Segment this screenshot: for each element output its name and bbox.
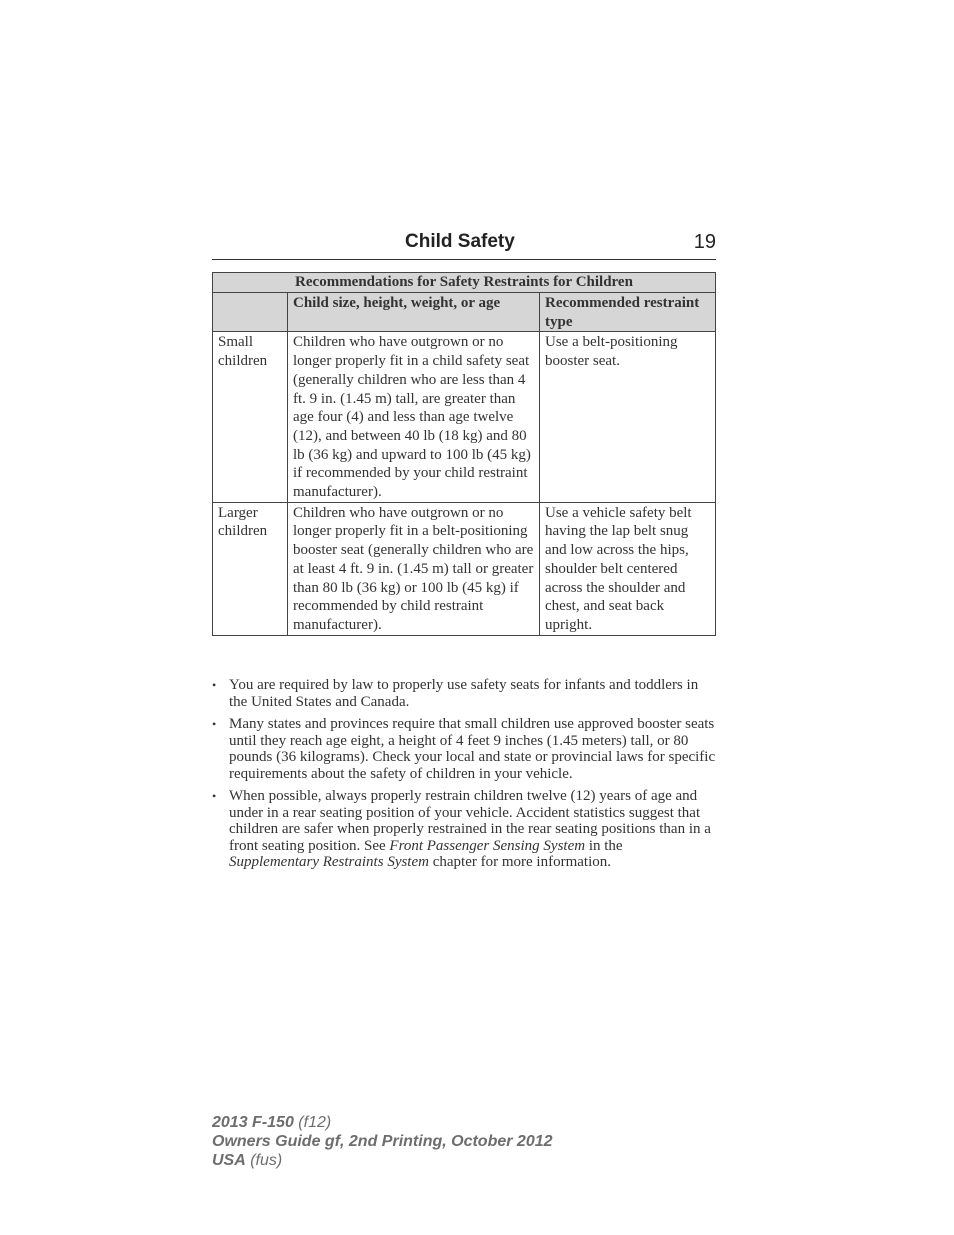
footer-model: 2013 F-150 bbox=[212, 1114, 294, 1131]
bullet-text: You are required by law to properly use safety seats for infants and toddlers in the United States and Canada. bbox=[229, 677, 699, 710]
page-header bbox=[212, 229, 716, 260]
row-category: Small children bbox=[213, 332, 288, 502]
row-category: Larger children bbox=[213, 502, 288, 635]
row-restraint: Use a vehicle safety belt having the lap belt snug and low across the hips, shoulder belt centered across the shoulder and chest, and seat back upright. bbox=[540, 502, 716, 635]
bullet-icon: • bbox=[212, 678, 217, 692]
footer-code: (f12) bbox=[293, 1114, 332, 1131]
bullet-text: Many states and provinces require that small children use approved booster seats until they reach age eight, a height of 4 feet 9 inches (1.45 meters) tall, or 80 pounds (36 kilograms). Check your local and state or provincial laws for specific requirements about the safety of children in your vehicle. bbox=[229, 716, 716, 782]
table-caption-row bbox=[213, 273, 716, 293]
bullet-text: chapter for more information. bbox=[428, 854, 611, 870]
table-row bbox=[213, 332, 716, 502]
bullet-icon: • bbox=[212, 789, 217, 803]
footer-line bbox=[212, 1151, 553, 1170]
footer-edition: Owners Guide gf, 2nd Printing, October 2012 bbox=[212, 1133, 553, 1150]
list-item bbox=[212, 716, 716, 782]
footer-line bbox=[212, 1113, 553, 1132]
bullet-text: When possible, always properly restrain children twelve (12) years of age and under in a rear seating position of your vehicle. Accident statistics suggest that children are safer when properly restrained in the rear seating positions than in a front seating position. See bbox=[229, 788, 711, 854]
supplementary-restraints-link[interactable]: Supplementary Restraints System bbox=[229, 854, 429, 870]
page-footer bbox=[212, 1113, 553, 1170]
list-item bbox=[212, 677, 716, 710]
table-row bbox=[213, 502, 716, 635]
table-caption: Recommendations for Safety Restraints for Children bbox=[213, 273, 716, 293]
row-restraint: Use a belt-positioning booster seat. bbox=[540, 332, 716, 502]
column-header-size: Child size, height, weight, or age bbox=[288, 293, 540, 332]
bullet-text: in the bbox=[585, 837, 623, 854]
row-size: Children who have outgrown or no longer properly fit in a child safety seat (generally children who are less than 4 ft. 9 in. (1.45 m) tall, are greater than age four (4) and less than age twelve (12), and between 40 lb (18 kg) and 80 lb (36 kg) and upward to 100 lb (45 kg) if recommended by your child restraint manufacturer). bbox=[288, 332, 540, 502]
restraint-recommendations-table bbox=[212, 272, 716, 636]
footer-line bbox=[212, 1132, 553, 1151]
footer-market: USA bbox=[212, 1152, 246, 1169]
column-header-category bbox=[213, 293, 288, 332]
column-header-restraint: Recommended restraint type bbox=[540, 293, 716, 332]
table-header-row bbox=[213, 293, 716, 332]
footer-code: (fus) bbox=[245, 1152, 283, 1169]
safety-bullet-list bbox=[212, 677, 716, 877]
page-number: 19 bbox=[693, 231, 716, 253]
page-title: Child Safety bbox=[405, 231, 515, 252]
bullet-icon: • bbox=[212, 717, 217, 731]
list-item bbox=[212, 788, 716, 871]
row-size: Children who have outgrown or no longer properly fit in a belt-positioning booster seat (generally children who are at least 4 ft. 9 in. (1.45 m) tall or greater than 80 lb (36 kg) or 100 lb (45 kg) if recommended by child restraint manufacturer). bbox=[288, 502, 540, 635]
front-passenger-sensing-link[interactable]: Front Passenger Sensing System bbox=[389, 837, 586, 854]
